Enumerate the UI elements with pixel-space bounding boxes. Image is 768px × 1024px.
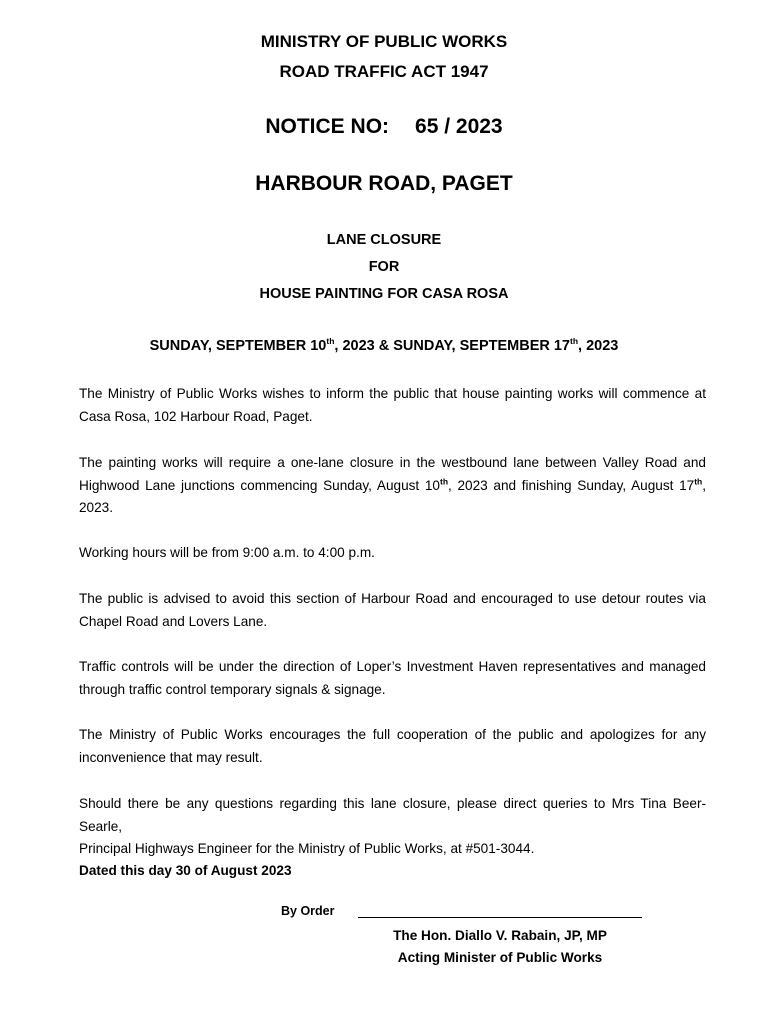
text-segment: Highwood Lane junctions commencing Sunday, August 10 xyxy=(79,477,440,493)
ministry-heading: MINISTRY OF PUBLIC WORKS xyxy=(260,32,508,51)
paragraph-line: Should there be any questions regarding this lane closure, please direct queries to Mrs Tina Beer-Searle, xyxy=(79,796,706,834)
paragraph-line: 2023. xyxy=(79,500,114,515)
paragraph-line: Principal Highways Engineer for the Ministry of Public Works, at #501-3044. xyxy=(79,841,535,856)
signature-line xyxy=(358,917,642,918)
dates-sup-1: th xyxy=(326,336,335,347)
dates-part-2: , 2023 & SUNDAY, SEPTEMBER 17 xyxy=(334,338,570,354)
paragraph-working-hours xyxy=(79,542,706,565)
dates-heading xyxy=(0,338,768,354)
superscript: th xyxy=(694,475,703,486)
paragraph-cooperation xyxy=(79,724,706,769)
signatory-title: Acting Minister of Public Works xyxy=(397,950,603,965)
paragraph-line: through traffic control temporary signals & signage. xyxy=(79,681,386,697)
paragraph-closure-details xyxy=(79,452,706,520)
paragraph-line: The Ministry of Public Works encourages the full cooperation of the public and apologizes for any xyxy=(79,727,706,742)
paragraph-line: Chapel Road and Lovers Lane. xyxy=(79,613,268,629)
paragraph-line: Working hours will be from 9:00 a.m. to 4:00 p.m. xyxy=(79,545,375,560)
paragraph-traffic-controls xyxy=(79,656,706,701)
closure-type-heading: LANE CLOSURE xyxy=(326,232,442,248)
dates-part-3: , 2023 xyxy=(578,338,619,354)
act-heading: ROAD TRAFFIC ACT 1947 xyxy=(279,62,489,81)
paragraph-line: The Ministry of Public Works wishes to inform the public that house painting works will commence at xyxy=(79,386,706,401)
superscript: th xyxy=(440,475,449,486)
paragraph-line: The painting works will require a one-lane closure in the westbound lane between Valley Road and xyxy=(79,455,706,470)
dates-sup-2: th xyxy=(570,336,579,347)
paragraph-intro xyxy=(79,383,706,428)
text-segment: , xyxy=(702,477,706,493)
dated-line: Dated this day 30 of August 2023 xyxy=(79,863,292,878)
paragraph-line: The public is advised to avoid this section of Harbour Road and encouraged to use detour routes via xyxy=(79,591,706,606)
for-heading: FOR xyxy=(368,259,400,275)
notice-label: NOTICE NO: xyxy=(265,115,390,138)
location-heading: HARBOUR ROAD, PAGET xyxy=(255,172,513,195)
text-segment: , 2023 and finishing Sunday, August 17 xyxy=(448,477,695,493)
paragraph-detour xyxy=(79,588,706,633)
dates-part-1: SUNDAY, SEPTEMBER 10 xyxy=(149,338,327,354)
paragraph-contact xyxy=(79,793,706,861)
signatory-name: The Hon. Diallo V. Rabain, JP, MP xyxy=(393,928,607,943)
paragraph-line: Casa Rosa, 102 Harbour Road, Paget. xyxy=(79,408,313,424)
paragraph-line: Traffic controls will be under the direction of Loper’s Investment Haven representatives and managed xyxy=(79,659,706,674)
paragraph-line xyxy=(79,475,706,498)
by-order-label: By Order xyxy=(281,904,335,918)
paragraph-line: inconvenience that may result. xyxy=(79,749,263,765)
notice-number: 65 / 2023 xyxy=(415,115,503,138)
purpose-heading: HOUSE PAINTING FOR CASA ROSA xyxy=(259,286,509,302)
notice-number-heading xyxy=(0,115,768,139)
